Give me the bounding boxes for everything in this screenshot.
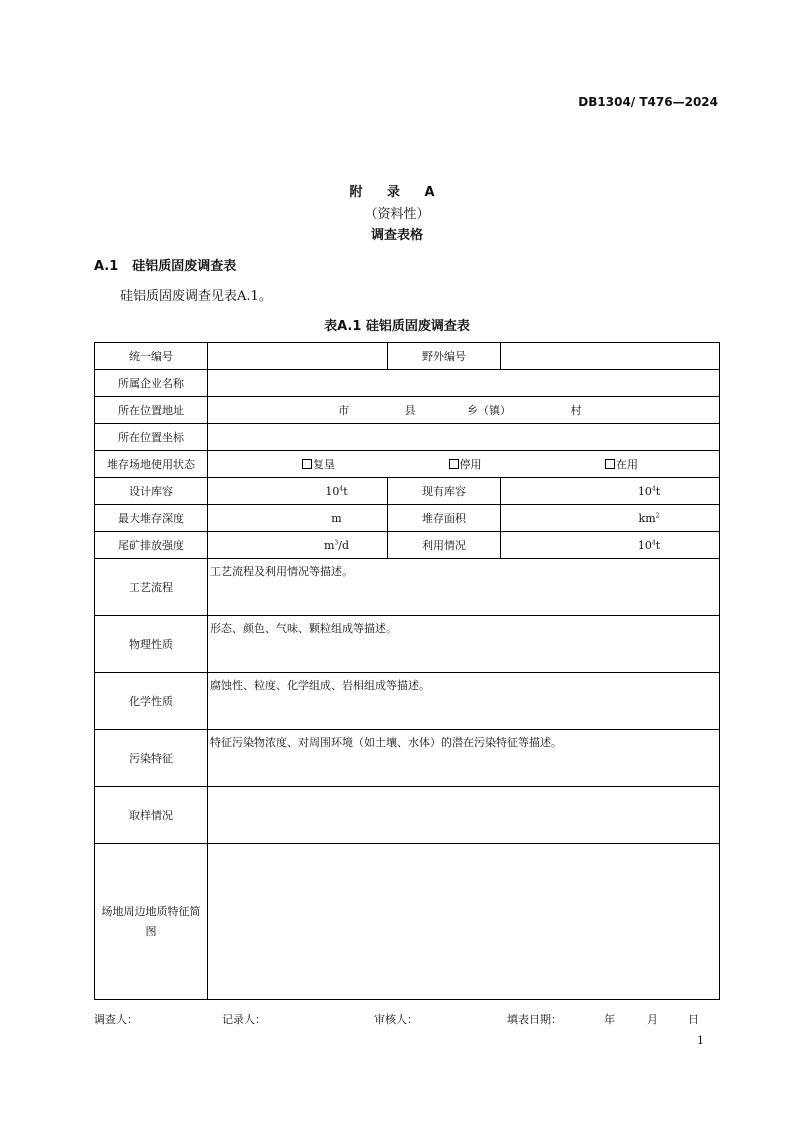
table-row bbox=[95, 397, 720, 424]
design-capacity-label: 设计库容 bbox=[95, 478, 208, 505]
sampling-field[interactable] bbox=[208, 787, 720, 844]
appendix-heading: 附 录 A bbox=[349, 185, 445, 200]
sampling-label: 取样情况 bbox=[95, 787, 208, 844]
state-reclaim-label: 复垦 bbox=[313, 458, 335, 471]
table-row bbox=[95, 370, 720, 397]
current-capacity-label: 现有库容 bbox=[388, 478, 501, 505]
recorder-label: 记录人： bbox=[222, 1013, 266, 1026]
table-row bbox=[95, 616, 720, 673]
usage-state-field bbox=[208, 451, 720, 478]
investigator-label: 调查人： bbox=[94, 1013, 138, 1026]
pollution-label: 污染特征 bbox=[95, 730, 208, 787]
state-inuse-label: 在用 bbox=[616, 458, 638, 471]
date-day: 日 bbox=[688, 1013, 699, 1026]
unified-id-field[interactable] bbox=[208, 343, 388, 370]
table-row bbox=[95, 532, 720, 559]
appendix-title: 调查表格 bbox=[370, 228, 423, 243]
table-caption: 表A.1 硅铝质固废调查表 bbox=[324, 319, 470, 334]
document-code: DB1304/ T476—2024 bbox=[578, 95, 718, 109]
area-field[interactable]: $km^2$ bbox=[501, 505, 720, 532]
coords-field[interactable] bbox=[208, 424, 720, 451]
state-stopped-label: 停用 bbox=[459, 458, 482, 471]
table-row bbox=[95, 505, 720, 532]
appendix-nature: （资料性） bbox=[364, 207, 430, 222]
field-id-label: 野外编号 bbox=[388, 343, 501, 370]
physical-field[interactable]: 形态、颜色、气味、颗粒组成等描述。 bbox=[208, 616, 720, 673]
table-row bbox=[95, 478, 720, 505]
reviewer-label: 审核人： bbox=[374, 1013, 418, 1026]
table-row bbox=[95, 451, 720, 478]
table-row bbox=[95, 844, 720, 1000]
design-capacity-field[interactable]: $10^4t$ bbox=[208, 478, 388, 505]
discharge-field[interactable]: $m^3/d$ bbox=[208, 532, 388, 559]
company-label: 所属企业名称 bbox=[95, 370, 208, 397]
table-row bbox=[95, 559, 720, 616]
intro-paragraph: 硅铝质固废调查见表A.1。 bbox=[120, 289, 272, 304]
process-label: 工艺流程 bbox=[95, 559, 208, 616]
utilization-field[interactable]: $10^4t$ bbox=[501, 532, 720, 559]
chemical-label: 化学性质 bbox=[95, 673, 208, 730]
addr-county: 县 bbox=[404, 404, 416, 417]
process-field[interactable]: 工艺流程及利用情况等描述。 bbox=[208, 559, 720, 616]
current-capacity-field[interactable]: $10^4t$ bbox=[501, 478, 720, 505]
coords-label: 所在位置坐标 bbox=[95, 424, 208, 451]
utilization-label: 利用情况 bbox=[388, 532, 501, 559]
state-inuse-option[interactable] bbox=[605, 456, 638, 472]
page-number: 1 bbox=[697, 1034, 704, 1047]
table-row bbox=[95, 673, 720, 730]
geo-sketch-label: 场地周边地质特征简图 bbox=[95, 844, 208, 1000]
field-id-field[interactable] bbox=[501, 343, 720, 370]
table-row bbox=[95, 787, 720, 844]
state-reclaim-option[interactable] bbox=[302, 456, 335, 472]
chemical-field[interactable]: 腐蚀性、粒度、化学组成、岩相组成等描述。 bbox=[208, 673, 720, 730]
discharge-label: 尾矿排放强度 bbox=[95, 532, 208, 559]
unified-id-label: 统一编号 bbox=[95, 343, 208, 370]
date-month: 月 bbox=[647, 1013, 658, 1026]
section-heading bbox=[94, 255, 236, 274]
state-stopped-option[interactable] bbox=[449, 456, 482, 472]
checkbox-icon bbox=[449, 459, 459, 469]
geo-sketch-field[interactable] bbox=[208, 844, 720, 1000]
table-row bbox=[95, 424, 720, 451]
survey-table bbox=[94, 342, 720, 1000]
addr-city: 市 bbox=[338, 404, 349, 417]
max-depth-field[interactable]: m bbox=[208, 505, 388, 532]
table-row bbox=[95, 730, 720, 787]
physical-label: 物理性质 bbox=[95, 616, 208, 673]
checkbox-icon bbox=[302, 459, 312, 469]
addr-town: 乡（镇） bbox=[467, 404, 511, 417]
area-label: 堆存面积 bbox=[388, 505, 501, 532]
company-field[interactable] bbox=[208, 370, 720, 397]
table-row bbox=[95, 343, 720, 370]
date-year: 年 bbox=[604, 1013, 615, 1026]
pollution-field[interactable]: 特征污染物浓度、对周围环境（如土壤、水体）的潜在污染特征等描述。 bbox=[208, 730, 720, 787]
section-number: A.1 bbox=[94, 259, 119, 274]
addr-village: 村 bbox=[570, 404, 582, 417]
fill-date-label: 填表日期： bbox=[507, 1013, 562, 1026]
checkbox-icon bbox=[605, 459, 615, 469]
section-title: 硅铝质固废调查表 bbox=[132, 259, 237, 274]
location-label: 所在位置地址 bbox=[95, 397, 208, 424]
max-depth-label: 最大堆存深度 bbox=[95, 505, 208, 532]
location-field[interactable] bbox=[208, 397, 720, 424]
usage-state-label: 堆存场地使用状态 bbox=[95, 451, 208, 478]
